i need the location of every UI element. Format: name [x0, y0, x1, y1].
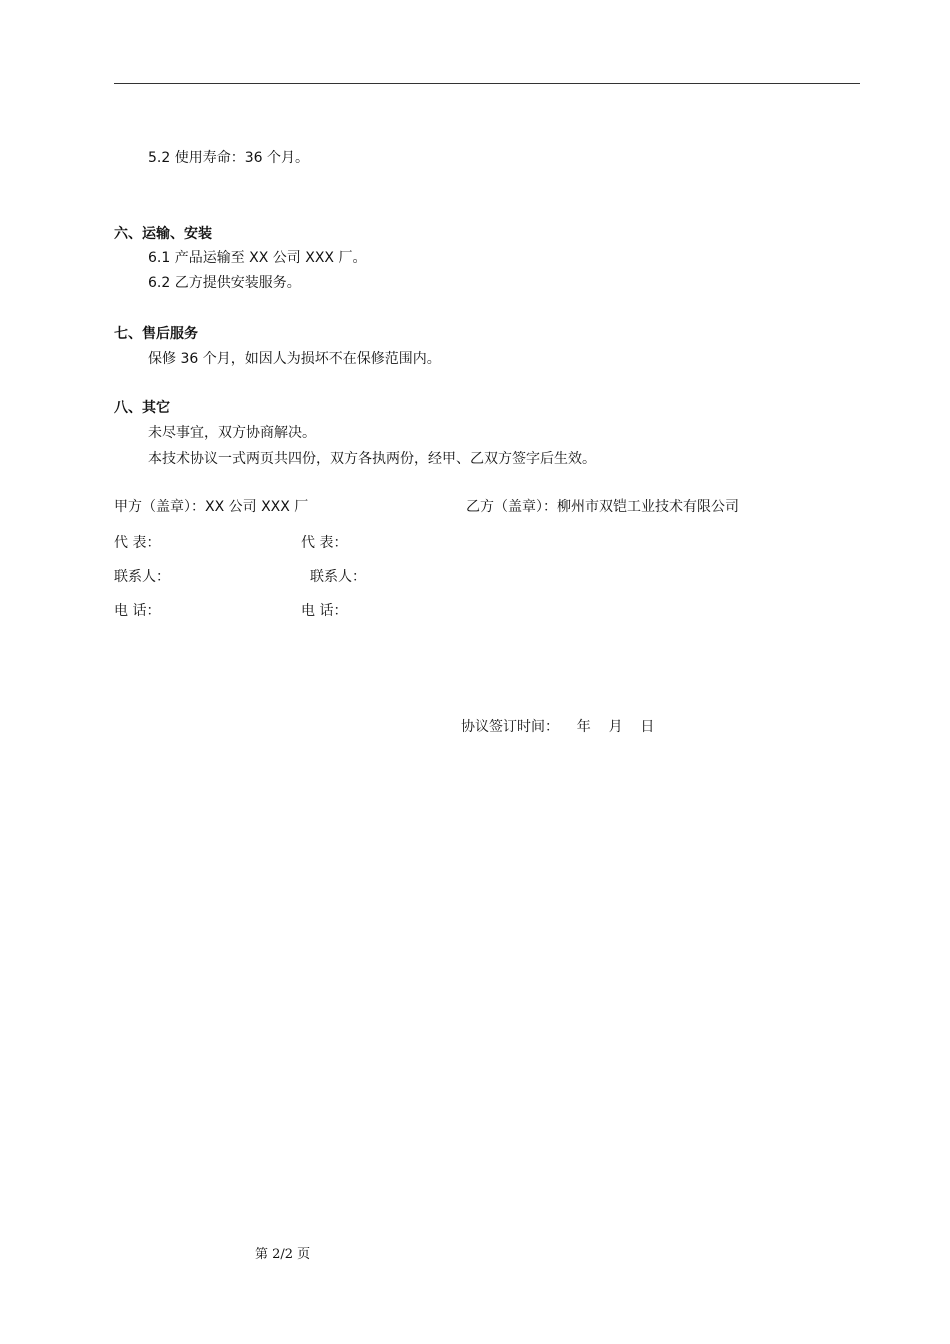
item-6-1: 6.1 产品运输至 XX 公司 XXX 厂。 — [148, 250, 367, 266]
signing-date: 协议签订时间： 年 月 日 — [461, 719, 655, 735]
section-7-heading: 七、售后服务 — [114, 326, 198, 342]
page-number: 第 2/2 页 — [255, 1247, 311, 1262]
party-b-representative: 代 表： — [301, 535, 348, 551]
party-a-phone: 电 话： — [114, 603, 161, 619]
section-8-heading: 八、其它 — [114, 400, 170, 416]
party-b-seal: 乙方（盖章）：柳州市双铠工业技术有限公司 — [466, 499, 739, 515]
item-6-2: 6.2 乙方提供安装服务。 — [148, 275, 301, 291]
header-rule — [114, 83, 860, 84]
section-7-body: 保修 36 个月，如因人为损坏不在保修范围内。 — [148, 351, 441, 367]
section-8-line-1: 未尽事宜，双方协商解决。 — [148, 425, 316, 441]
party-a-contact: 联系人： — [114, 569, 170, 585]
party-a-seal: 甲方（盖章）：XX 公司 XXX 厂 — [114, 499, 309, 515]
section-6-heading: 六、运输、安装 — [114, 226, 212, 242]
party-b-phone: 电 话： — [301, 603, 348, 619]
party-a-representative: 代 表： — [114, 535, 161, 551]
section-8-line-2: 本技术协议一式两页共四份，双方各执两份，经甲、乙双方签字后生效。 — [148, 451, 596, 467]
item-5-2: 5.2 使用寿命：36 个月。 — [148, 150, 309, 166]
party-b-contact: 联系人： — [310, 569, 366, 585]
